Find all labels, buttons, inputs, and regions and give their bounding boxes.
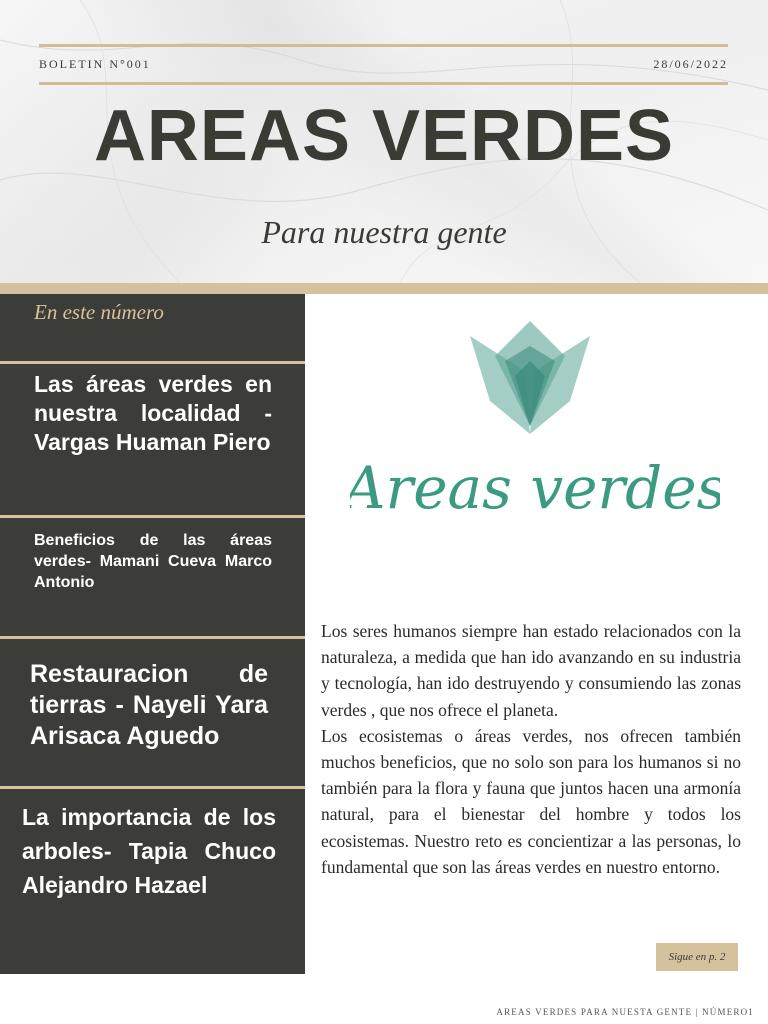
article-paragraph: Los ecosistemas o áreas verdes, nos ofrecen también muchos beneficios, que no solo son para los humanos si no también para la flora y fauna que juntos hacen una armonía natural, para el bienestar del hombre y todos los ecosistemas. Nuestro reto es concientizar a las personas, lo fundamental que son las áreas verdes en nuestro entorno.	[321, 725, 741, 877]
sidebar-divider	[0, 515, 305, 518]
page-footer: AREAS VERDES PARA NUESTA GENTE | NÚMERO1	[496, 1007, 754, 1017]
sidebar-divider	[0, 786, 305, 789]
continue-button[interactable]: Sigue en p. 2	[656, 943, 738, 971]
issue-date: 28/06/2022	[653, 57, 728, 71]
masthead	[0, 0, 768, 283]
issue-number: BOLETIN N°001	[39, 57, 151, 71]
leaf-lotus-icon	[350, 316, 720, 531]
article-body	[321, 618, 741, 880]
header-rule-top	[39, 44, 728, 47]
logo-text: Areas verdes	[350, 454, 720, 522]
sidebar-divider	[0, 636, 305, 639]
sidebar-item-areas-verdes[interactable]: Las áreas verdes en nuestra localidad - Vargas Huaman Piero	[34, 371, 272, 455]
sidebar-item-beneficios[interactable]: Beneficios de las áreas verdes- Mamani Cueva Marco Antonio	[34, 532, 272, 591]
article-paragraph: Los seres humanos siempre han estado relacionados con la naturaleza, a medida que han ido avanzando en su industria y tecnología, han ido destruyendo y consumiendo las zonas verdes , que nos ofrece el planeta.	[321, 621, 741, 720]
sidebar-divider	[0, 361, 305, 364]
header-rule-bottom	[39, 82, 728, 85]
sidebar-item-restauracion[interactable]: Restauracion de tierras - Nayeli Yara Arisaca Aguedo	[30, 660, 268, 750]
sidebar-contents	[0, 294, 305, 974]
header-band	[0, 283, 768, 294]
page-title: AREAS VERDES	[93, 96, 675, 176]
sidebar-item-arboles[interactable]: La importancia de los arboles- Tapia Chuco Alejandro Hazael	[22, 804, 276, 898]
areas-verdes-logo	[350, 316, 720, 531]
sidebar-heading: En este número	[34, 300, 164, 324]
page-subtitle: Para nuestra gente	[261, 214, 507, 250]
